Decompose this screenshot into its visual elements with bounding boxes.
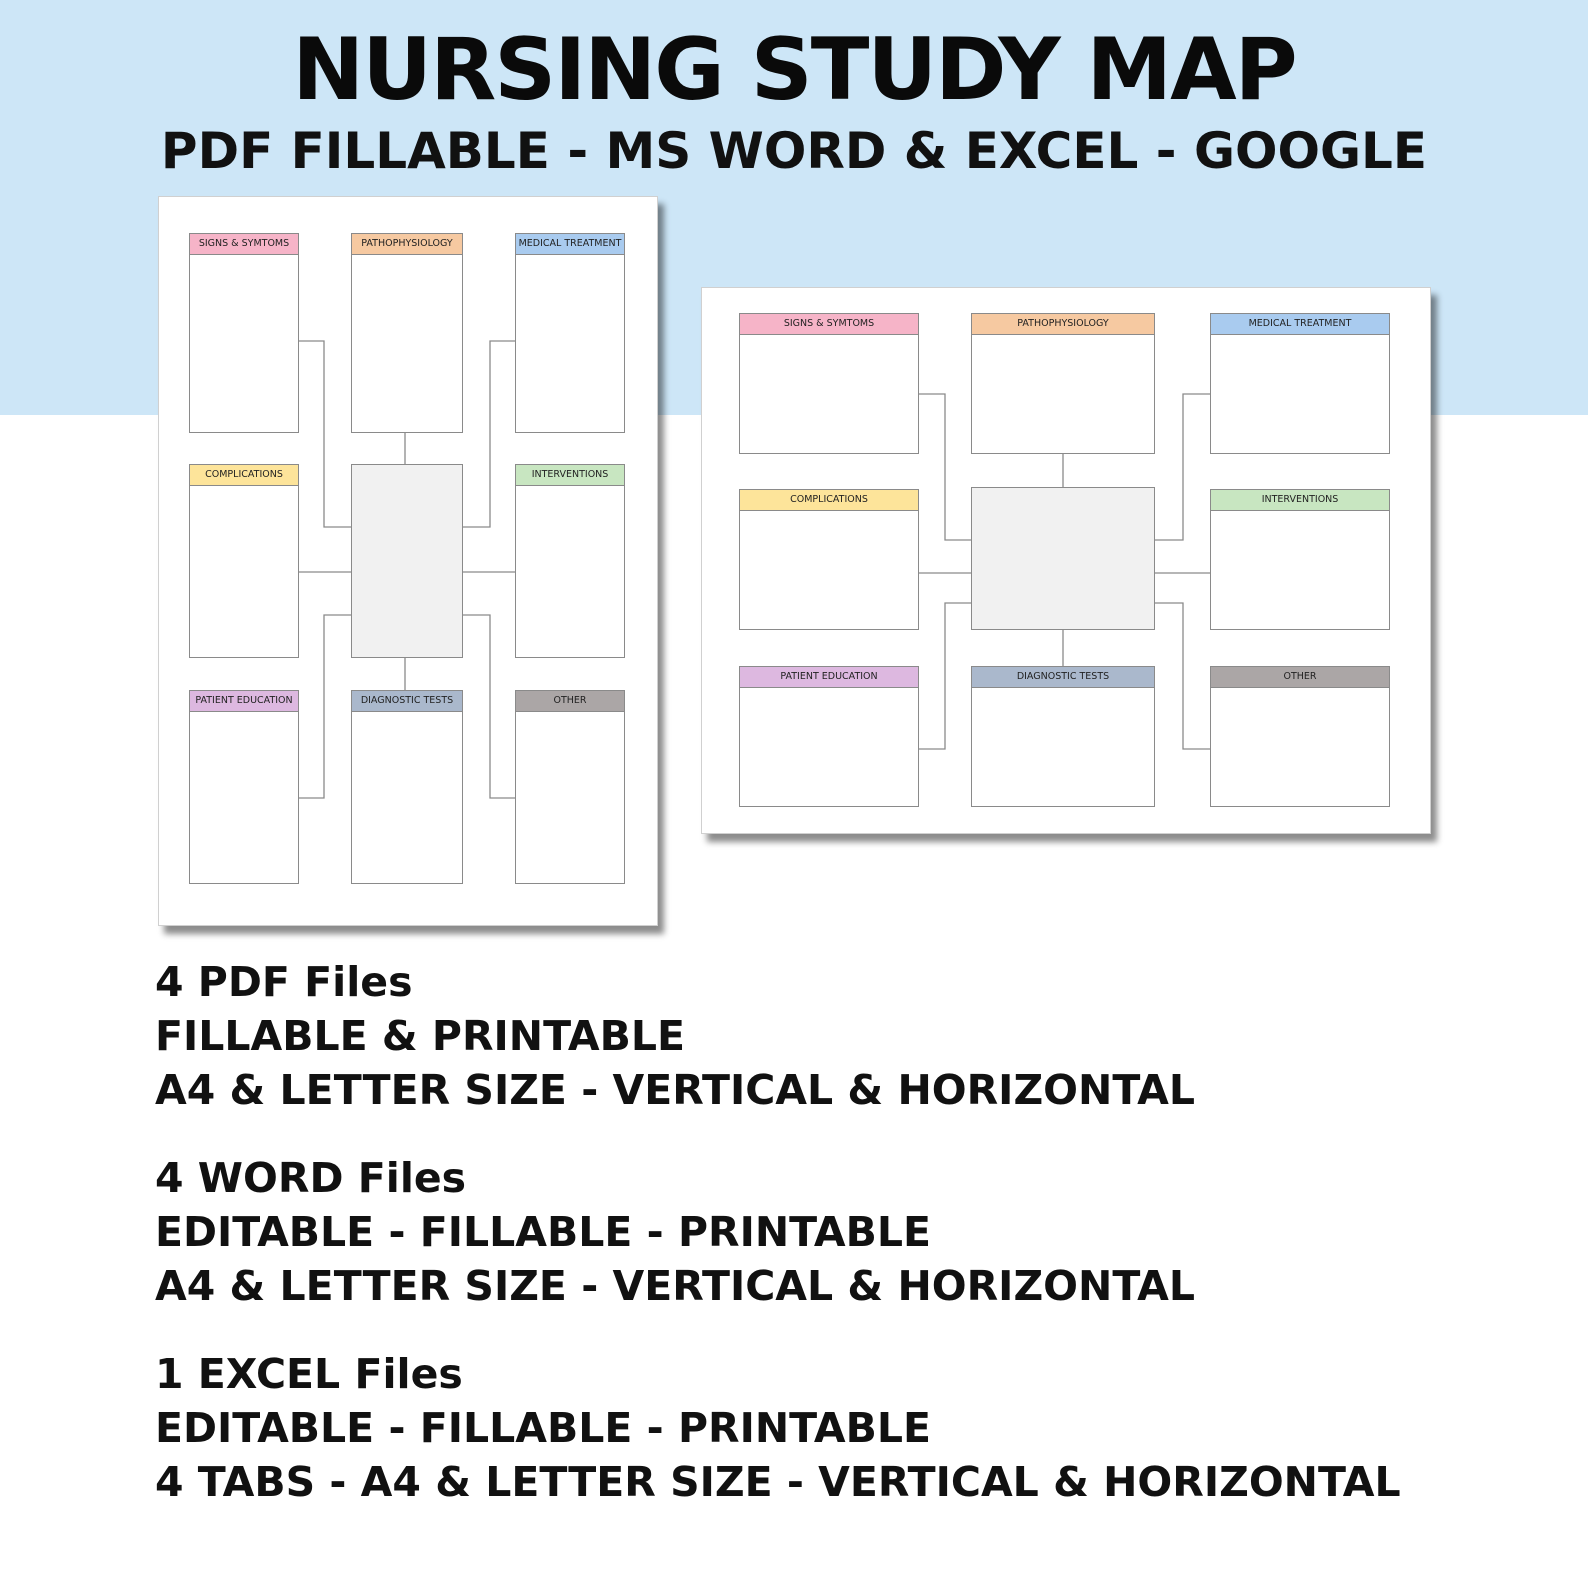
vertical-card-signs[interactable]: [189, 233, 299, 433]
connector-line: [918, 603, 971, 749]
feature-line: 4 TABS - A4 & LETTER SIZE - VERTICAL & HORIZONTAL: [155, 1458, 1401, 1506]
connector-line: [463, 615, 515, 798]
section-label: PATIENT EDUCATION: [190, 691, 298, 712]
horizontal-card-medical-treatment[interactable]: [1210, 313, 1390, 454]
horizontal-card-diagnostic-tests[interactable]: [971, 666, 1155, 807]
section-label: PATHOPHYSIOLOGY: [352, 234, 462, 255]
section-label: MEDICAL TREATMENT: [516, 234, 624, 255]
section-label: OTHER: [1211, 667, 1389, 688]
feature-line: EDITABLE - FILLABLE - PRINTABLE: [155, 1404, 932, 1452]
vertical-card-diagnostic-tests[interactable]: [351, 690, 463, 884]
feature-group-excel: [155, 1347, 1555, 1509]
feature-heading: 4 WORD Files: [155, 1154, 467, 1202]
vertical-card-interventions[interactable]: [515, 464, 625, 658]
horizontal-card-other[interactable]: [1210, 666, 1390, 807]
vertical-card-other[interactable]: [515, 690, 625, 884]
vertical-card-medical-treatment[interactable]: [515, 233, 625, 433]
feature-heading: 4 PDF Files: [155, 958, 413, 1006]
vertical-sheet-preview: [158, 196, 658, 926]
connector-line: [918, 394, 971, 540]
section-label: MEDICAL TREATMENT: [1211, 314, 1389, 335]
section-label: SIGNS & SYMTOMS: [740, 314, 918, 335]
section-label: COMPLICATIONS: [190, 465, 298, 486]
page-subtitle: PDF FILLABLE - MS WORD & EXCEL - GOOGLE: [160, 122, 1428, 180]
feature-list: [155, 955, 1555, 1543]
vertical-card-complications[interactable]: [189, 464, 299, 658]
horizontal-card-complications[interactable]: [739, 489, 919, 630]
section-label: OTHER: [516, 691, 624, 712]
section-label: INTERVENTIONS: [516, 465, 624, 486]
horizontal-card-interventions[interactable]: [1210, 489, 1390, 630]
feature-line: A4 & LETTER SIZE - VERTICAL & HORIZONTAL: [155, 1262, 1195, 1310]
connector-line: [299, 615, 351, 798]
section-label: SIGNS & SYMTOMS: [190, 234, 298, 255]
vertical-center-box[interactable]: [351, 464, 463, 658]
horizontal-sheet-preview: [701, 287, 1431, 834]
connector-line: [299, 341, 351, 527]
vertical-card-pathophysiology[interactable]: [351, 233, 463, 433]
feature-heading: 1 EXCEL Files: [155, 1350, 463, 1398]
connector-line: [463, 341, 515, 527]
vertical-card-patient-education[interactable]: [189, 690, 299, 884]
horizontal-card-pathophysiology[interactable]: [971, 313, 1155, 454]
section-label: COMPLICATIONS: [740, 490, 918, 511]
connector-line: [1155, 394, 1210, 540]
section-label: INTERVENTIONS: [1211, 490, 1389, 511]
section-label: PATHOPHYSIOLOGY: [972, 314, 1154, 335]
horizontal-card-patient-education[interactable]: [739, 666, 919, 807]
horizontal-center-box[interactable]: [971, 487, 1155, 630]
horizontal-card-signs[interactable]: [739, 313, 919, 454]
feature-line: A4 & LETTER SIZE - VERTICAL & HORIZONTAL: [155, 1066, 1195, 1114]
page-title: NURSING STUDY MAP: [292, 20, 1296, 120]
section-label: PATIENT EDUCATION: [740, 667, 918, 688]
feature-line: EDITABLE - FILLABLE - PRINTABLE: [155, 1208, 932, 1256]
feature-group-word: [155, 1151, 1555, 1313]
section-label: DIAGNOSTIC TESTS: [972, 667, 1154, 688]
connector-line: [1155, 603, 1210, 749]
section-label: DIAGNOSTIC TESTS: [352, 691, 462, 712]
feature-line: FILLABLE & PRINTABLE: [155, 1012, 686, 1060]
feature-group-pdf: [155, 955, 1555, 1117]
